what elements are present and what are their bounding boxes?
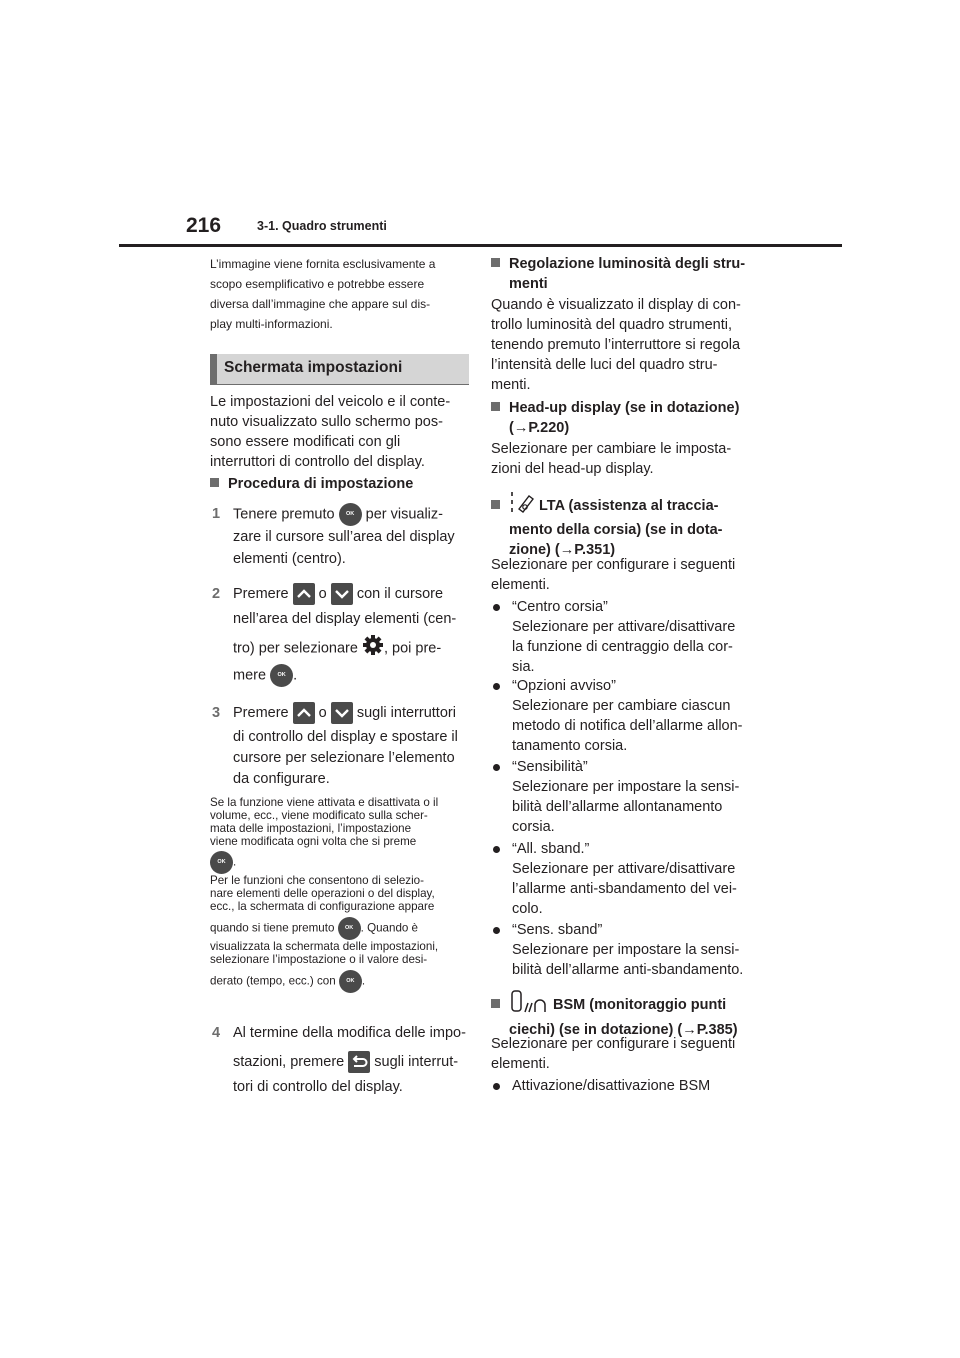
down-arrow-icon [331,702,353,724]
procedure-heading: Procedura di impostazione [210,474,470,494]
intro-note: L’immagine viene fornita esclusivamente a scopo esemplificativo e potrebbe essere diversa dall’immagine che appare sul dis- play multi-informazioni. [210,257,436,331]
section-heading: Schermata impostazioni [210,354,469,385]
ok-button-icon: OK [338,917,361,940]
ok-button-icon: OK [210,851,233,874]
section-title: 3-1. Quadro strumenti [257,219,387,233]
hud-body: Selezionare per cambiare le imposta- zioni del head-up display. [491,441,732,477]
section-body: Le impostazioni del veicolo e il conte- nuto visualizzato sullo schermo pos- sono essere modificati con gli interruttori di controllo del display. [210,394,451,470]
page-number: 216 [186,214,222,237]
lta-body: Selezionare per configurare i seguenti elementi. [491,557,736,593]
bsm-icon [509,990,549,1020]
ok-button-icon: OK [339,503,362,526]
up-arrow-icon [293,702,315,724]
back-icon [348,1051,370,1073]
hud-heading: Head-up display (se in dotazione) (→P.220) [491,398,751,438]
up-arrow-icon [293,583,315,605]
settings-note: Se la funzione viene attivata e disattivata o il volume, ecc., viene modificato sulla scher- mata delle impostazioni, l’impostazione viene modificata ogni volta che si preme OK . Per le funzioni che consentono di selezio- nare elementi delle operazioni o del display, ecc., la schermata di configurazione appare quando si tiene premuto OK . Quando è visualizzata la schermata delle impostazioni, selezionare l’impostazione o il valore desi- derato (tempo, ecc.) con OK . [210,796,472,993]
lta-heading: LTA (assistenza al traccia- mento della corsia) (se in dota- zione) (→P.351) [491,492,751,560]
ok-button-icon: OK [270,664,293,687]
brightness-heading: Regolazione luminosità degli stru- menti [491,254,751,294]
lta-icon [509,492,535,520]
down-arrow-icon [331,583,353,605]
brightness-body: Quando è visualizzato il display di con- trollo luminosità del quadro strumenti, tenendo premuto l’interruttore si regola l’intensità delle luci del quadro stru- menti. [491,297,741,393]
ok-button-icon: OK [339,970,362,993]
bsm-body: Selezionare per configurare i seguenti elementi. [491,1036,736,1072]
bsm-heading: BSM (monitoraggio punti ciechi) (se in dotazione) (→P.385) [491,990,761,1040]
gear-icon [362,634,384,663]
header-rule [119,244,842,247]
